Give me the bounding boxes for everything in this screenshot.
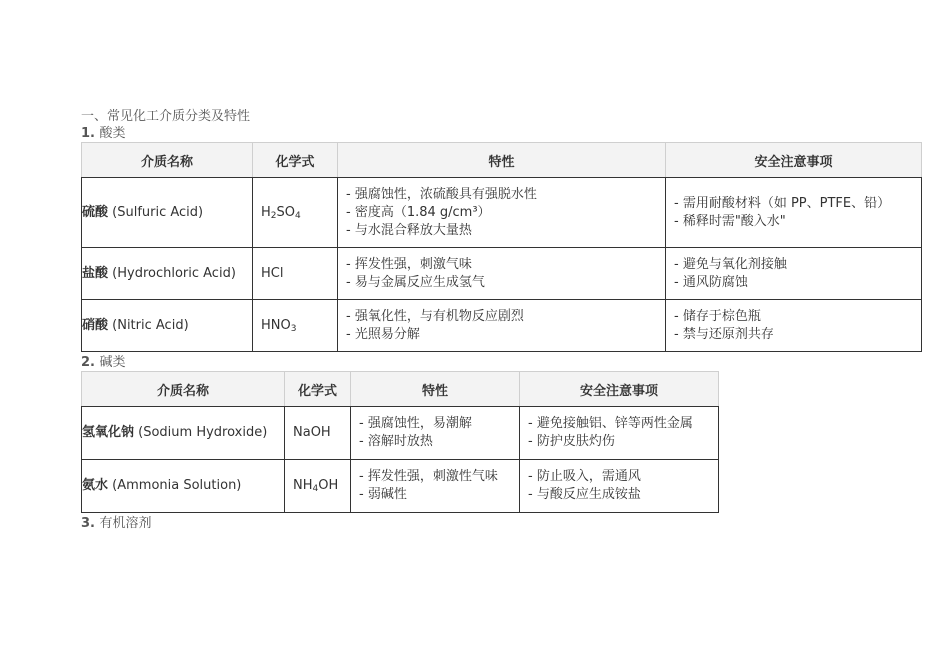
section-title: 酸类 bbox=[99, 126, 126, 141]
table-row bbox=[82, 460, 719, 513]
table-row bbox=[82, 407, 719, 460]
column-header-formula: 化学式 bbox=[285, 372, 351, 407]
table-header-row bbox=[82, 143, 922, 178]
medium-name-en: (Hydrochloric Acid) bbox=[108, 265, 236, 281]
column-header-safety: 安全注意事项 bbox=[520, 372, 719, 407]
column-header-name: 介质名称 bbox=[82, 143, 253, 178]
safety-cell: - 避免接触铝、锌等两性金属 - 防护皮肤灼伤 bbox=[520, 407, 719, 460]
section-heading-organic-solvents bbox=[81, 515, 926, 532]
bases-table bbox=[81, 371, 719, 513]
medium-name-cell bbox=[82, 407, 285, 460]
section-heading-acids bbox=[81, 125, 926, 142]
column-header-formula: 化学式 bbox=[253, 143, 338, 178]
column-header-name: 介质名称 bbox=[82, 372, 285, 407]
medium-name-en: (Nitric Acid) bbox=[108, 317, 189, 333]
properties-cell: - 挥发性强，刺激性气味 - 弱碱性 bbox=[351, 460, 520, 513]
safety-cell: - 防止吸入，需通风 - 与酸反应生成铵盐 bbox=[520, 460, 719, 513]
medium-name-en: (Ammonia Solution) bbox=[108, 478, 242, 493]
medium-name-cell bbox=[82, 248, 253, 300]
medium-name-cell bbox=[82, 300, 253, 352]
medium-name-cn: 硝酸 bbox=[82, 317, 109, 333]
section-heading-bases bbox=[81, 354, 926, 371]
column-header-properties: 特性 bbox=[338, 143, 666, 178]
document-title: 一、常见化工介质分类及特性 bbox=[81, 109, 251, 124]
medium-name-cell bbox=[82, 178, 253, 248]
properties-cell: - 强氧化性，与有机物反应剧烈 - 光照易分解 bbox=[338, 300, 666, 352]
medium-name-cn: 硫酸 bbox=[82, 204, 109, 220]
properties-cell: - 强腐蚀性，浓硫酸具有强脱水性 - 密度高（1.84 g/cm³） - 与水混合释放大量热 bbox=[338, 178, 666, 248]
section-title: 碱类 bbox=[99, 355, 126, 370]
medium-name-en: (Sodium Hydroxide) bbox=[134, 425, 268, 440]
table-row bbox=[82, 178, 922, 248]
section-number: 1. bbox=[81, 126, 95, 141]
section-title: 有机溶剂 bbox=[99, 516, 152, 531]
formula-cell: $H_2SO_4$ bbox=[253, 178, 338, 248]
acids-table bbox=[81, 142, 922, 352]
section-number: 3. bbox=[81, 516, 95, 531]
formula-cell: NaOH bbox=[285, 407, 351, 460]
medium-name-cn: 氢氧化钠 bbox=[82, 425, 135, 440]
document-page bbox=[81, 108, 926, 532]
table-row bbox=[82, 248, 922, 300]
safety-cell: - 需用耐酸材料（如 PP、PTFE、铅） - 稀释时需"酸入水" bbox=[666, 178, 922, 248]
column-header-safety: 安全注意事项 bbox=[666, 143, 922, 178]
formula-cell: $HNO_3$ bbox=[253, 300, 338, 352]
safety-cell: - 储存于棕色瓶 - 禁与还原剂共存 bbox=[666, 300, 922, 352]
table-row bbox=[82, 300, 922, 352]
medium-name-en: (Sulfuric Acid) bbox=[108, 204, 204, 220]
properties-cell: - 强腐蚀性，易潮解 - 溶解时放热 bbox=[351, 407, 520, 460]
table-header-row bbox=[82, 372, 719, 407]
properties-cell: - 挥发性强，刺激气味 - 易与金属反应生成氢气 bbox=[338, 248, 666, 300]
formula-cell: $NH_4OH$ bbox=[285, 460, 351, 513]
medium-name-cn: 盐酸 bbox=[82, 265, 109, 281]
safety-cell: - 避免与氧化剂接触 - 通风防腐蚀 bbox=[666, 248, 922, 300]
formula-cell: HCl bbox=[253, 248, 338, 300]
medium-name-cn: 氨水 bbox=[82, 478, 109, 493]
column-header-properties: 特性 bbox=[351, 372, 520, 407]
medium-name-cell bbox=[82, 460, 285, 513]
section-number: 2. bbox=[81, 355, 95, 370]
